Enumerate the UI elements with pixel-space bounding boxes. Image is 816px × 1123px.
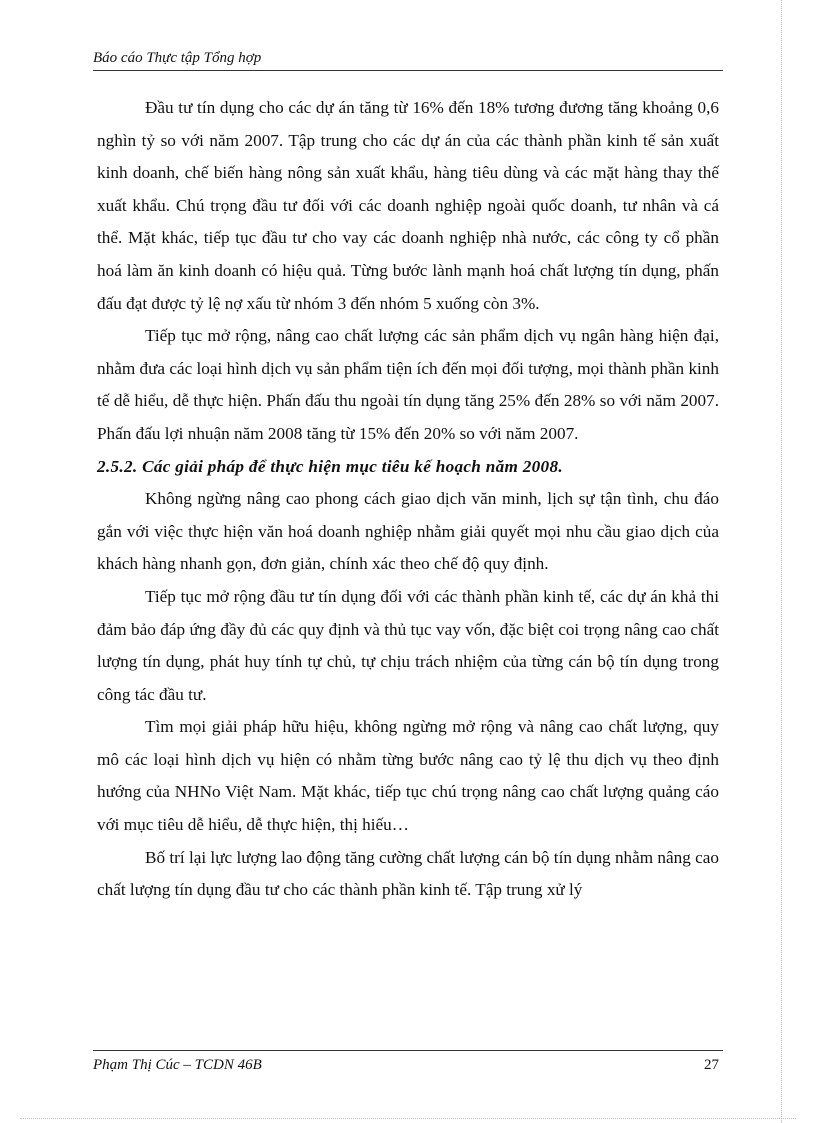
page-border-bottom [20,1118,796,1119]
document-body [97,92,719,907]
paragraph: Bố trí lại lực lượng lao động tăng cường chất lượng cán bộ tín dụng nhằm nâng cao chất lượng tín dụng đầu tư cho các thành phần kinh tế. Tập trung xử lý [97,847,719,900]
paragraph: Tìm mọi giải pháp hữu hiệu, không ngừng mở rộng và nâng cao chất lượng, quy mô các loại hình dịch vụ hiện có nhằm từng bước nâng cao tỷ lệ thu dịch vụ theo định hướng của NHNo Việt Nam. Mặt khác, tiếp tục chú trọng nâng cao chất lượng quảng cáo với mục tiêu dễ hiểu, dễ thực hiện, thị hiếu… [97,717,719,835]
paragraph: Đầu tư tín dụng cho các dự án tăng từ 16% đến 18% tương đương tăng khoảng 0,6 nghìn tỷ so với năm 2007. Tập trung cho các dự án của các thành phần kinh tế sản xuất kinh doanh, chế biến hàng nông sản xuất khẩu, hàng tiêu dùng và các mặt hàng thay thế xuất khẩu. Chú trọng đầu tư đối với các doanh nghiệp ngoài quốc doanh, tư nhân và cá thể. Mặt khác, tiếp tục đầu tư cho vay các doanh nghiệp nhà nước, các công ty cổ phần hoá làm ăn kinh doanh có hiệu quả. Từng bước lành mạnh hoá chất lượng tín dụng, phấn đấu đạt được tỷ lệ nợ xấu từ nhóm 3 đến nhóm 5 xuống còn 3%. [97,98,719,313]
paragraph: Tiếp tục mở rộng đầu tư tín dụng đối với các thành phần kinh tế, các dự án khả thi đảm bảo đáp ứng đầy đủ các quy định và thủ tục vay vốn, đặc biệt coi trọng nâng cao chất lượng tín dụng, phát huy tính tự chủ, tự chịu trách nhiệm của từng cán bộ tín dụng trong công tác đầu tư. [97,586,719,704]
footer-author: Phạm Thị Cúc – TCDN 46B [93,1057,262,1073]
page-number: 27 [704,1057,719,1073]
paragraph: Không ngừng nâng cao phong cách giao dịch văn minh, lịch sự tận tình, chu đáo gắn với việc thực hiện văn hoá doanh nghiệp nhằm giải quyết mọi nhu cầu giao dịch của khách hàng nhanh gọn, đơn giản, chính xác theo chế độ quy định. [97,489,719,574]
section-heading: 2.5.2. Các giải pháp để thực hiện mục tiêu kế hoạch năm 2008. [97,456,563,476]
page-border-right [781,0,782,1123]
page-header: Báo cáo Thực tập Tổng hợp [93,50,723,71]
page-footer [93,1050,723,1074]
paragraph: Tiếp tục mở rộng, nâng cao chất lượng các sản phẩm dịch vụ ngân hàng hiện đại, nhằm đưa các loại hình dịch vụ sản phẩm tiện ích đến mọi đối tượng, mọi thành phần kinh tế dễ hiểu, dễ thực hiện. Phấn đấu thu ngoài tín dụng tăng 25% đến 28% so với năm 2007. Phấn đấu lợi nhuận năm 2008 tăng từ 15% đến 20% so với năm 2007. [97,326,719,443]
